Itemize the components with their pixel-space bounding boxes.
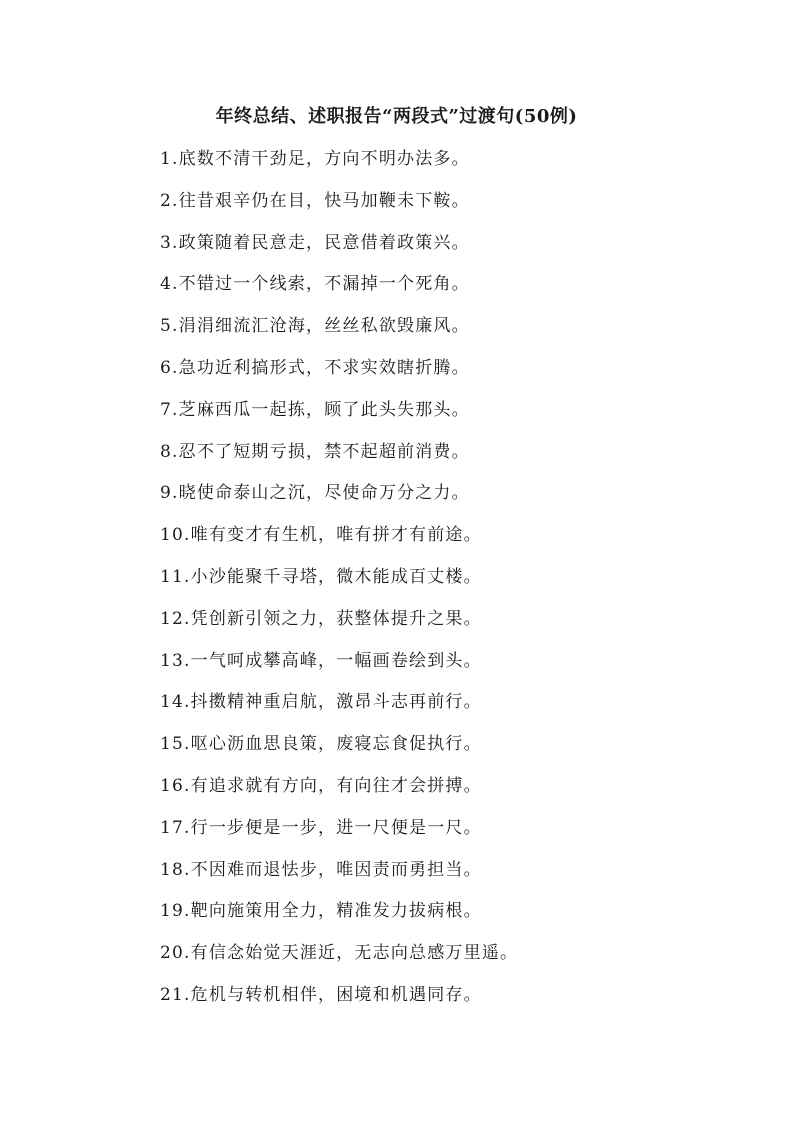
sentence-item: 14.抖擞精神重启航，激昂斗志再前行。 <box>160 692 482 713</box>
sentence-item: 17.行一步便是一步，进一尺便是一尺。 <box>160 817 482 838</box>
sentence-item: 8.忍不了短期亏损，禁不起超前消费。 <box>160 441 470 462</box>
sentence-item: 20.有信念始觉天涯近，无志向总感万里遥。 <box>160 943 519 964</box>
sentence-item: 10.唯有变才有生机，唯有拼才有前途。 <box>160 525 482 546</box>
sentence-item: 5.涓涓细流汇沧海，丝丝私欲毁廉风。 <box>160 316 470 337</box>
sentence-item: 3.政策随着民意走，民意借着政策兴。 <box>160 232 470 253</box>
sentence-item: 21.危机与转机相伴，困境和机遇同存。 <box>160 984 482 1005</box>
sentence-item: 15.呕心沥血思良策，废寝忘食促执行。 <box>160 734 482 755</box>
sentence-item: 11.小沙能聚千寻塔，微木能成百丈楼。 <box>160 566 482 587</box>
sentence-item: 1.底数不清干劲足，方向不明办法多。 <box>160 149 470 169</box>
sentence-item: 13.一气呵成攀高峰，一幅画卷绘到头。 <box>160 650 482 671</box>
sentence-item: 19.靶向施策用全力，精准发力拔病根。 <box>160 901 482 922</box>
sentence-item: 16.有追求就有方向，有向往才会拼搏。 <box>160 775 482 796</box>
sentence-item: 6.急功近利搞形式，不求实效瞎折腾。 <box>160 357 470 378</box>
sentence-item: 7.芝麻西瓜一起拣，顾了此头失那头。 <box>160 399 470 420</box>
sentence-item: 4.不错过一个线索，不漏掉一个死角。 <box>160 274 470 295</box>
sentence-item: 2.往昔艰辛仍在目，快马加鞭未下鞍。 <box>160 190 470 211</box>
sentence-list <box>160 146 518 1024</box>
sentence-item: 18.不因难而退怯步，唯因责而勇担当。 <box>160 859 482 880</box>
sentence-item: 12.凭创新引领之力，获整体提升之果。 <box>160 608 482 629</box>
sentence-item: 9.晓使命泰山之沉，尽使命万分之力。 <box>160 483 470 504</box>
document-title: 年终总结、述职报告“两段式”过渡句(50例) <box>215 106 578 127</box>
